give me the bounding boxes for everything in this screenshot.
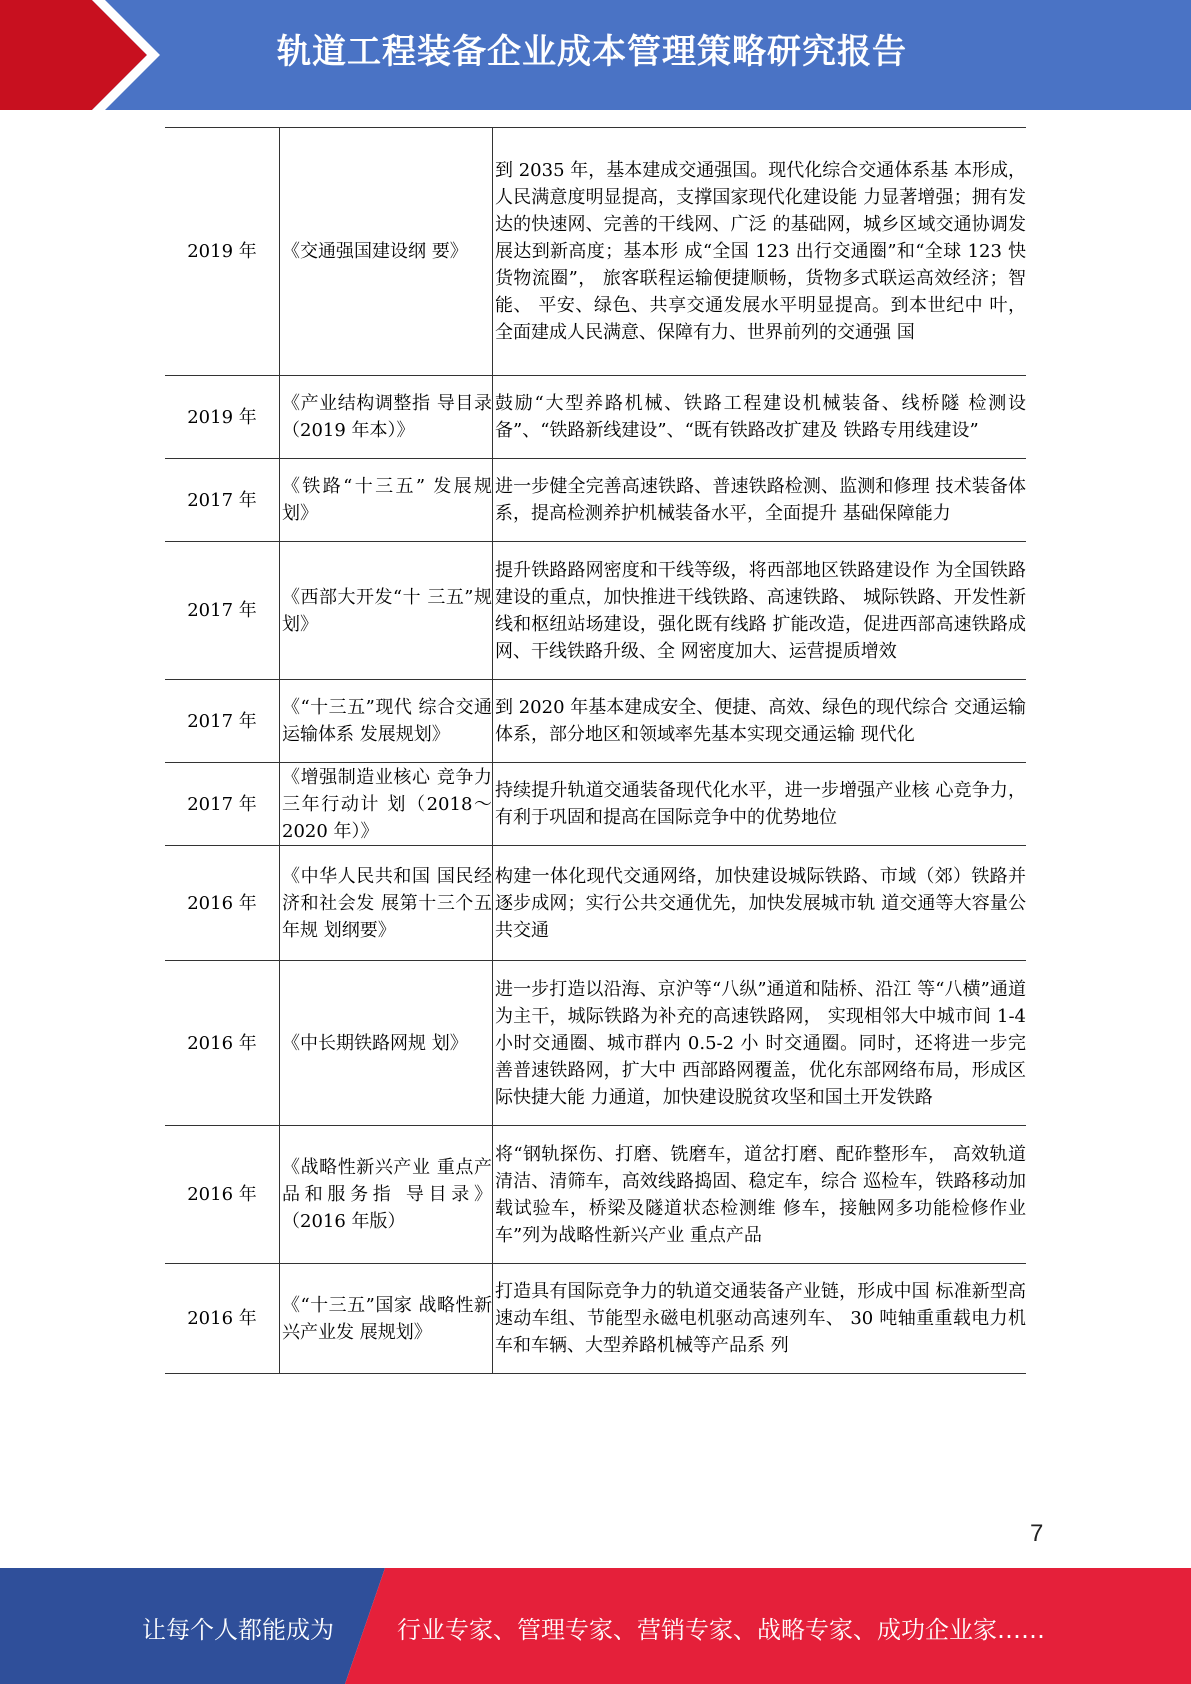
content-cell: 打造具有国际竞争力的轨道交通装备产业链，形成中国 标准新型高速动车组、节能型永磁电机驱动高速列车、 30 吨轴重重载电力机车和车辆、大型养路机械等产品系 列 bbox=[495, 1281, 1026, 1356]
year-cell: 2019 年 bbox=[187, 406, 257, 428]
table-row bbox=[165, 542, 1026, 680]
report-title: 轨道工程装备企业成本管理策略研究报告 bbox=[277, 32, 907, 72]
document-cell: 《产业结构调整指 导目录（2019 年本）》 bbox=[280, 376, 493, 459]
document-cell: 《西部大开发“十 三五”规划》 bbox=[280, 542, 493, 680]
document-cell: 《中华人民共和国 国民经济和社会发 展第十三个五年规 划纲要》 bbox=[280, 846, 493, 961]
document-cell: 《“十三五”现代 综合交通运输体系 发展规划》 bbox=[280, 680, 493, 763]
content-cell: 构建一体化现代交通网络，加快建设城际铁路、市域（郊）铁路并逐步成网；实行公共交通优先，加快发展城市轨 道交通等大容量公共交通 bbox=[495, 865, 1026, 941]
year-cell: 2016 年 bbox=[187, 1308, 257, 1329]
page-footer bbox=[0, 1568, 1191, 1684]
chevron-arrow-icon bbox=[0, 0, 160, 110]
content-cell: 持续提升轨道交通装备现代化水平，进一步增强产业核 心竞争力，有利于巩固和提高在国际竞争中的优势地位 bbox=[495, 780, 1026, 828]
page-header bbox=[0, 0, 1191, 110]
content-cell: 到 2020 年基本建成安全、便捷、高效、绿色的现代综合 交通运输体系，部分地区和领域率先基本实现交通运输 现代化 bbox=[495, 697, 1026, 745]
table-row bbox=[165, 1126, 1026, 1264]
year-cell: 2017 年 bbox=[187, 600, 257, 621]
document-cell: 《中长期铁路网规 划》 bbox=[280, 961, 493, 1126]
year-cell: 2016 年 bbox=[187, 1032, 257, 1054]
year-cell: 2017 年 bbox=[187, 793, 257, 815]
year-cell: 2019 年 bbox=[187, 241, 257, 262]
table-row bbox=[165, 680, 1026, 763]
policy-table bbox=[165, 127, 1026, 1374]
table-row bbox=[165, 763, 1026, 846]
page-number: 7 bbox=[1030, 1520, 1044, 1547]
table-row bbox=[165, 846, 1026, 961]
year-cell: 2017 年 bbox=[187, 710, 257, 732]
document-cell: 《交通强国建设纲 要》 bbox=[280, 128, 493, 376]
table-row bbox=[165, 1264, 1026, 1374]
document-cell: 《铁路“十三五” 发展规划》 bbox=[280, 459, 493, 542]
footer-slogan-right: 行业专家、管理专家、营销专家、战略专家、成功企业家…… bbox=[397, 1616, 1045, 1644]
content-cell: 将“钢轨探伤、打磨、铣磨车，道岔打磨、配砟整形车， 高效轨道清洁、清筛车，高效线路捣固、稳定车，综合 巡检车，铁路移动加载试验车，桥梁及隧道状态检测维 修车，接触网多功能检修作业车”列为战略性新兴产业 重点产品 bbox=[495, 1143, 1026, 1246]
table-row bbox=[165, 961, 1026, 1126]
table-row bbox=[165, 128, 1026, 376]
document-cell: 《战略性新兴产业 重点产品和服务指 导目录》（2016 年版） bbox=[280, 1126, 493, 1264]
document-cell: 《增强制造业核心 竞争力三年行动计 划（2018～2020 年）》 bbox=[280, 763, 493, 846]
table-row bbox=[165, 459, 1026, 542]
content-cell: 提升铁路路网密度和干线等级，将西部地区铁路建设作 为全国铁路建设的重点，加快推进干线铁路、高速铁路、 城际铁路、开发性新线和枢纽站场建设，强化既有线路 扩能改造，促进西部高速铁路成网、干线铁路升级、全 网密度加大、运营提质增效 bbox=[495, 559, 1026, 662]
table-row bbox=[165, 376, 1026, 459]
content-cell: 鼓励“大型养路机械、铁路工程建设机械装备、线桥隧 检测设备”、“铁路新线建设”、“既有铁路改扩建及 铁路专用线建设” bbox=[495, 393, 1026, 441]
year-cell: 2017 年 bbox=[187, 489, 257, 511]
year-cell: 2016 年 bbox=[187, 1184, 257, 1205]
content-cell: 进一步健全完善高速铁路、普速铁路检测、监测和修理 技术装备体系，提高检测养护机械装备水平，全面提升 基础保障能力 bbox=[495, 476, 1026, 524]
document-cell: 《“十三五”国家 战略性新兴产业发 展规划》 bbox=[280, 1264, 493, 1374]
content-cell: 到 2035 年，基本建成交通强国。现代化综合交通体系基 本形成，人民满意度明显提高，支撑国家现代化建设能 力显著增强；拥有发达的快速网、完善的干线网、广泛 的基础网，城乡区域交通协调发展达到新高度；基本形 成“全国 123 出行交通圈”和“全球 123 快货物流圈”， 旅客联程运输便捷顺畅，货物多式联运高效经济；智能、 平安、绿色、共享交通发展水平明显提高。到本世纪中 叶，全面建成人民满意、保障有力、世界前列的交通强 国 bbox=[495, 160, 1026, 343]
year-cell: 2016 年 bbox=[187, 892, 257, 914]
footer-slogan-left: 让每个人都能成为 bbox=[142, 1616, 334, 1644]
content-cell: 进一步打造以沿海、京沪等“八纵”通道和陆桥、沿江 等“八横”通道为主干，城际铁路为补充的高速铁路网， 实现相邻大中城市间 1-4 小时交通圈、城市群内 0.5-2 小 时交通圈。同时，还将进一步完善普速铁路网，扩大中 西部路网覆盖，优化东部网络布局，形成区际快捷大能 力通道，加快建设脱贫攻坚和国土开发铁路 bbox=[495, 978, 1026, 1108]
